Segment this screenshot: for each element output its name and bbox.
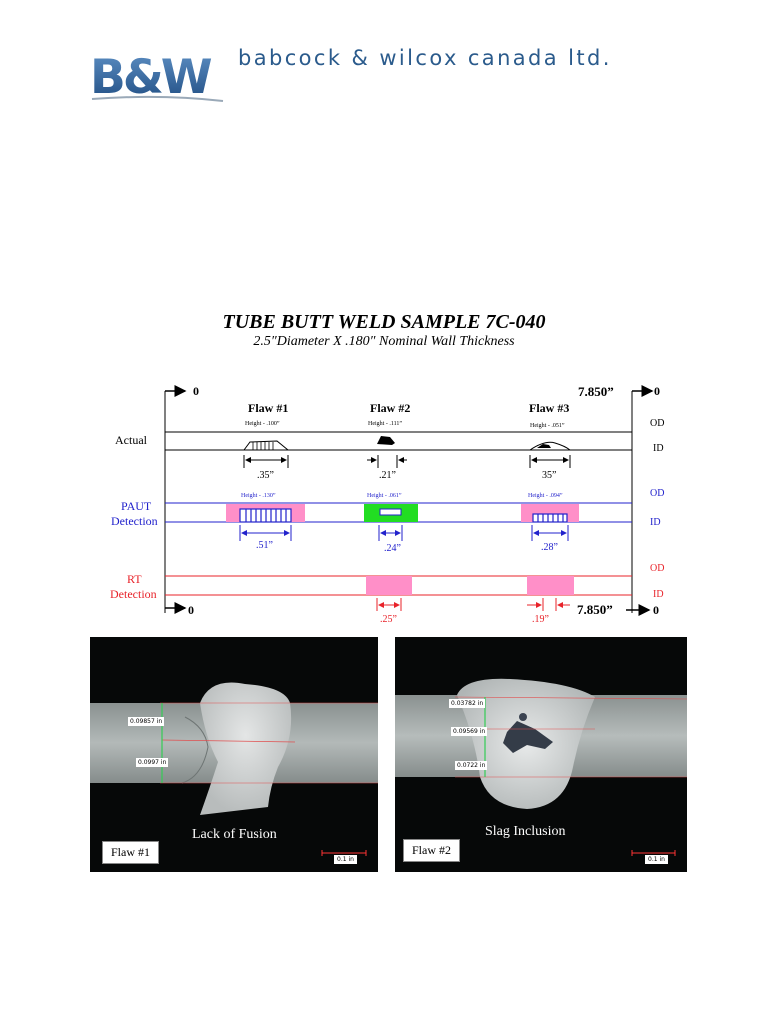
paut-label-line1: PAUT <box>121 499 152 513</box>
end-label-top: 7.850” <box>578 384 614 399</box>
actual-height-3: Height - .051” <box>530 423 565 429</box>
company-name: babcock & wilcox canada ltd. <box>238 46 612 70</box>
paut-length-2: .24” <box>384 543 401 554</box>
actual-flaw-3-shape <box>530 442 570 450</box>
paut-height-2: Height - .061” <box>367 493 402 499</box>
rt-od-label: OD <box>650 563 665 574</box>
start-label-bottom: 0 <box>188 603 194 617</box>
photo-caption: Slag Inclusion <box>485 824 566 839</box>
rt-label-line2: Detection <box>110 587 157 601</box>
flaw-tag: Flaw #1 <box>102 841 159 864</box>
scale-bar-label: 0.1 in <box>645 855 668 864</box>
rt-length-1: .25” <box>380 614 397 625</box>
end-zero-top: 0 <box>654 384 660 398</box>
paut-height-1: Height - .130” <box>241 493 276 499</box>
actual-length-3: 35” <box>542 470 557 481</box>
scale-bar-label: 0.1 in <box>334 855 357 864</box>
flaw-tag: Flaw #2 <box>403 839 460 862</box>
actual-length-2: .21” <box>379 470 396 481</box>
rt-label-line1: RT <box>127 572 142 586</box>
macro-photo-flaw-2 <box>395 637 687 872</box>
paut-height-3: Height - .094” <box>528 493 563 499</box>
start-label-top: 0 <box>193 384 199 398</box>
paut-length-1: .51” <box>256 540 273 551</box>
actual-id-label: ID <box>653 443 664 454</box>
company-logo <box>90 50 225 105</box>
logo-text: B&W <box>90 50 210 105</box>
end-label-bottom: 7.850” <box>577 602 613 617</box>
document-title: TUBE BUTT WELD SAMPLE 7C-040 <box>222 311 546 333</box>
flaw-title-1: Flaw #1 <box>248 401 289 415</box>
paut-length-3: .28” <box>541 542 558 553</box>
actual-label: Actual <box>115 433 147 447</box>
actual-flaw-2-shape <box>377 436 395 445</box>
actual-height-1: Height - .100” <box>245 421 280 427</box>
paut-label-line2: Detection <box>111 514 158 528</box>
rt-id-label: ID <box>653 589 664 600</box>
paut-od-label: OD <box>650 488 665 499</box>
flaw-title-3: Flaw #3 <box>529 401 570 415</box>
measurement-label: 0.03782 in <box>451 700 484 707</box>
actual-flaw-1-shape <box>244 441 288 450</box>
rt-length-2: .19” <box>532 614 549 625</box>
rt-zone-1 <box>366 576 412 595</box>
flaw-detection-diagram <box>105 378 675 630</box>
measurement-label: 0.09857 in <box>130 718 163 725</box>
actual-od-label: OD <box>650 418 665 429</box>
measurement-label: 0.0722 in <box>457 762 486 769</box>
measurement-label: 0.0997 in <box>138 759 167 766</box>
paut-flaw-2-indication <box>380 509 401 515</box>
actual-height-2: Height - .111” <box>368 421 403 427</box>
photo-caption: Lack of Fusion <box>192 827 277 842</box>
rt-zone-2 <box>527 576 574 595</box>
document-subtitle: 2.5″Diameter X .180″ Nominal Wall Thickness <box>253 334 515 349</box>
measurement-label: 0.09569 in <box>453 728 486 735</box>
flaw-title-2: Flaw #2 <box>370 401 411 415</box>
end-zero-bottom: 0 <box>653 603 659 617</box>
actual-length-1: .35” <box>257 470 274 481</box>
macro-photo-flaw-1 <box>90 637 378 872</box>
paut-id-label: ID <box>650 517 661 528</box>
